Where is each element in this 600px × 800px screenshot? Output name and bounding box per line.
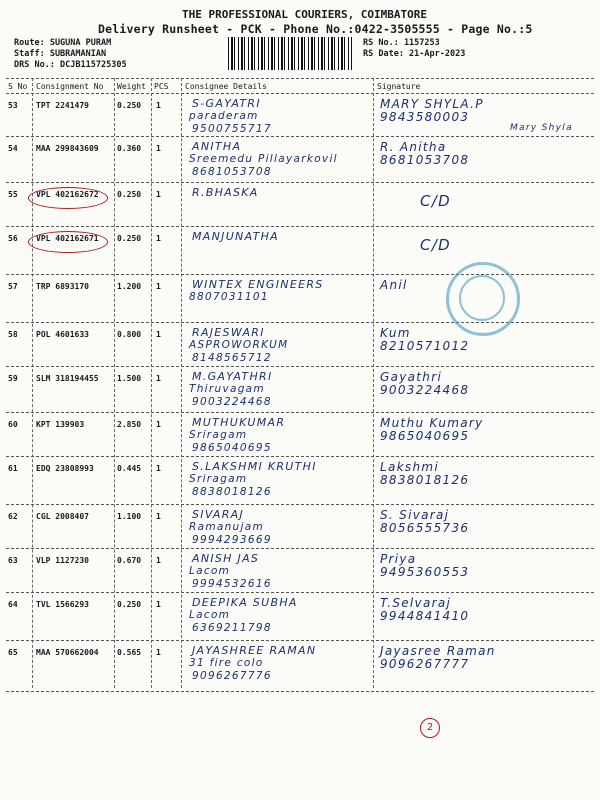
consignee-handwriting: Sriragam [189,429,248,441]
row-separator [6,592,594,593]
consignee-handwriting: Sreemedu Pillayarkovil [189,153,338,165]
signature-handwriting: 8210571012 [380,339,470,353]
weight: 0.250 [117,234,142,243]
column-header-sno: S No [8,82,28,91]
pieces: 1 [156,648,161,657]
row-separator [6,366,594,367]
consignee-handwriting: 31 fire colo [189,657,264,669]
annotation-circle [28,231,108,253]
page-mark: 2 [420,718,440,738]
signature-handwriting: C/D [420,236,451,254]
weight: 0.250 [117,101,142,110]
table-row [0,644,600,694]
header-bottom-rule [6,93,594,94]
signature-handwriting: 9096267777 [380,657,470,671]
signature-handwriting: Gayathri [380,370,443,384]
table-row [0,596,600,643]
signature-handwriting: MARY SHYLA.P [380,97,484,111]
serial-number: 55 [8,190,18,199]
consignment-number: VPL 402162672 [36,190,99,199]
consignee-handwriting: RAJESWARI [192,326,265,339]
signature-handwriting: Lakshmi [380,460,439,474]
consignee-handwriting: Ramanujam [189,521,264,533]
weight: 0.360 [117,144,142,153]
consignment-number: CGL 2008407 [36,512,89,521]
signature-handwriting: 9003224468 [380,383,470,397]
table-row [0,416,600,459]
pieces: 1 [156,144,161,153]
pieces: 1 [156,464,161,473]
serial-number: 65 [8,648,18,657]
signature-handwriting: 8056555736 [380,521,470,535]
consignee-handwriting: ANITHA [192,140,242,153]
table-row [0,326,600,369]
serial-number: 53 [8,101,18,110]
weight: 0.565 [117,648,142,657]
serial-number: 64 [8,600,18,609]
serial-number: 59 [8,374,18,383]
column-header-signature: Signature [377,82,421,91]
consignee-handwriting: MUTHUKUMAR [192,416,286,429]
table-row [0,140,600,185]
consignee-handwriting: 8681053708 [192,166,272,178]
signature-handwriting: Kum [380,326,411,340]
consignment-number: TVL 1566293 [36,600,89,609]
pieces: 1 [156,420,161,429]
header-company: THE PROFESSIONAL COURIERS, COIMBATORE [182,8,428,21]
pieces: 1 [156,512,161,521]
consignee-handwriting: WINTEX ENGINEERS [192,278,324,291]
row-separator [6,691,594,692]
consignee-handwriting: MANJUNATHA [192,230,280,243]
consignee-handwriting: SIVARAJ [192,508,245,521]
signature-handwriting: 9843580003 [380,110,470,124]
signature-handwriting: 9865040695 [380,429,470,443]
consignment-number: KPT 139903 [36,420,85,429]
weight: 0.250 [117,190,142,199]
serial-number: 63 [8,556,18,565]
weight: 0.445 [117,464,142,473]
weight: 1.500 [117,374,142,383]
consignee-handwriting: 9500755717 [192,123,272,135]
consignment-number: SLM 318194455 [36,374,99,383]
consignee-handwriting: Lacom [189,609,231,621]
table-row [0,460,600,507]
serial-number: 62 [8,512,18,521]
table-row [0,508,600,551]
consignee-handwriting: paraderam [189,110,259,122]
drs-number: DRS No.: DCJB115725305 [14,60,127,70]
pieces: 1 [156,101,161,110]
pieces: 1 [156,330,161,339]
column-header-weight: Weight [117,82,146,91]
signature-handwriting: C/D [420,192,451,210]
consignee-handwriting: Lacom [189,565,231,577]
consignee-handwriting: 6369211798 [192,622,272,634]
signature-handwriting: Mary Shyla [510,123,573,133]
table-row [0,97,600,139]
consignee-handwriting: JAYASHREE RAMAN [192,644,317,657]
serial-number: 60 [8,420,18,429]
row-separator [6,504,594,505]
consignee-handwriting: 9003224468 [192,396,272,408]
consignee-handwriting: 9994532616 [192,578,272,590]
row-separator [6,548,594,549]
column-header-consignee: Consignee Details [185,82,267,91]
consignment-number: POL 4601633 [36,330,89,339]
consignee-handwriting: ANISH JAS [192,552,260,565]
consignee-handwriting: ASPROWORKUM [189,339,289,351]
consignee-handwriting: 9865040695 [192,442,272,454]
weight: 2.850 [117,420,142,429]
weight: 1.100 [117,512,142,521]
pieces: 1 [156,600,161,609]
weight: 0.250 [117,600,142,609]
consignee-handwriting: S.LAKSHMI KRUTHI [192,460,317,473]
row-separator [6,226,594,227]
signature-handwriting: Anil [380,278,408,292]
consignee-handwriting: Sriragam [189,473,248,485]
consignment-number: EDQ 23808993 [36,464,94,473]
consignee-handwriting: S-GAYATRI [192,97,261,110]
consignee-handwriting: Thiruvagam [189,383,265,395]
pieces: 1 [156,234,161,243]
consignment-number: MAA 570662004 [36,648,99,657]
serial-number: 54 [8,144,18,153]
header-top-rule [6,78,594,79]
rs-number: RS No.: 1157253 [363,38,440,48]
weight: 0.670 [117,556,142,565]
serial-number: 56 [8,234,18,243]
row-separator [6,182,594,183]
signature-handwriting: Muthu Kumary [380,416,484,430]
consignment-number: VPL 402162671 [36,234,99,243]
table-row [0,552,600,595]
pieces: 1 [156,190,161,199]
consignee-handwriting: R.BHASKA [192,186,259,199]
serial-number: 61 [8,464,18,473]
consignee-handwriting: 8838018126 [192,486,272,498]
pieces: 1 [156,556,161,565]
row-separator [6,136,594,137]
column-header-pcs: PCS [154,82,169,91]
consignment-number: VLP 1127230 [36,556,89,565]
row-separator [6,412,594,413]
signature-handwriting: 8838018126 [380,473,470,487]
pieces: 1 [156,374,161,383]
signature-handwriting: 9495360553 [380,565,470,579]
weight: 0.800 [117,330,142,339]
signature-handwriting: Jayasree Raman [380,644,496,658]
consignee-handwriting: 9994293669 [192,534,272,546]
header-sheet-line: Delivery Runsheet - PCK - Phone No.:0422-3505555 - Page No.:5 [98,22,533,36]
serial-number: 57 [8,282,18,291]
consignment-number: TPT 2241479 [36,101,89,110]
consignment-number: TRP 6893170 [36,282,89,291]
company-stamp [446,262,520,336]
weight: 1.200 [117,282,142,291]
annotation-circle [28,187,108,209]
table-row [0,370,600,415]
consignee-handwriting: 8807031101 [189,291,269,303]
barcode [228,37,352,70]
signature-handwriting: S. Sivaraj [380,508,450,522]
signature-handwriting: Priya [380,552,417,566]
signature-handwriting: T.Selvaraj [380,596,452,610]
row-separator [6,640,594,641]
route: Route: SUGUNA PURAM [14,38,112,48]
staff: Staff: SUBRAMANIAN [14,49,107,59]
consignment-number: MAA 299843609 [36,144,99,153]
consignee-handwriting: DEEPIKA SUBHA [192,596,298,609]
serial-number: 58 [8,330,18,339]
signature-handwriting: 9944841410 [380,609,470,623]
signature-handwriting: 8681053708 [380,153,470,167]
column-header-consignment: Consignment No [36,82,104,91]
rs-date: RS Date: 21-Apr-2023 [363,49,466,59]
pieces: 1 [156,282,161,291]
signature-handwriting: R. Anitha [380,140,447,154]
row-separator [6,456,594,457]
consignee-handwriting: M.GAYATHRI [192,370,273,383]
consignee-handwriting: 8148565712 [192,352,272,364]
consignee-handwriting: 9096267776 [192,670,272,682]
